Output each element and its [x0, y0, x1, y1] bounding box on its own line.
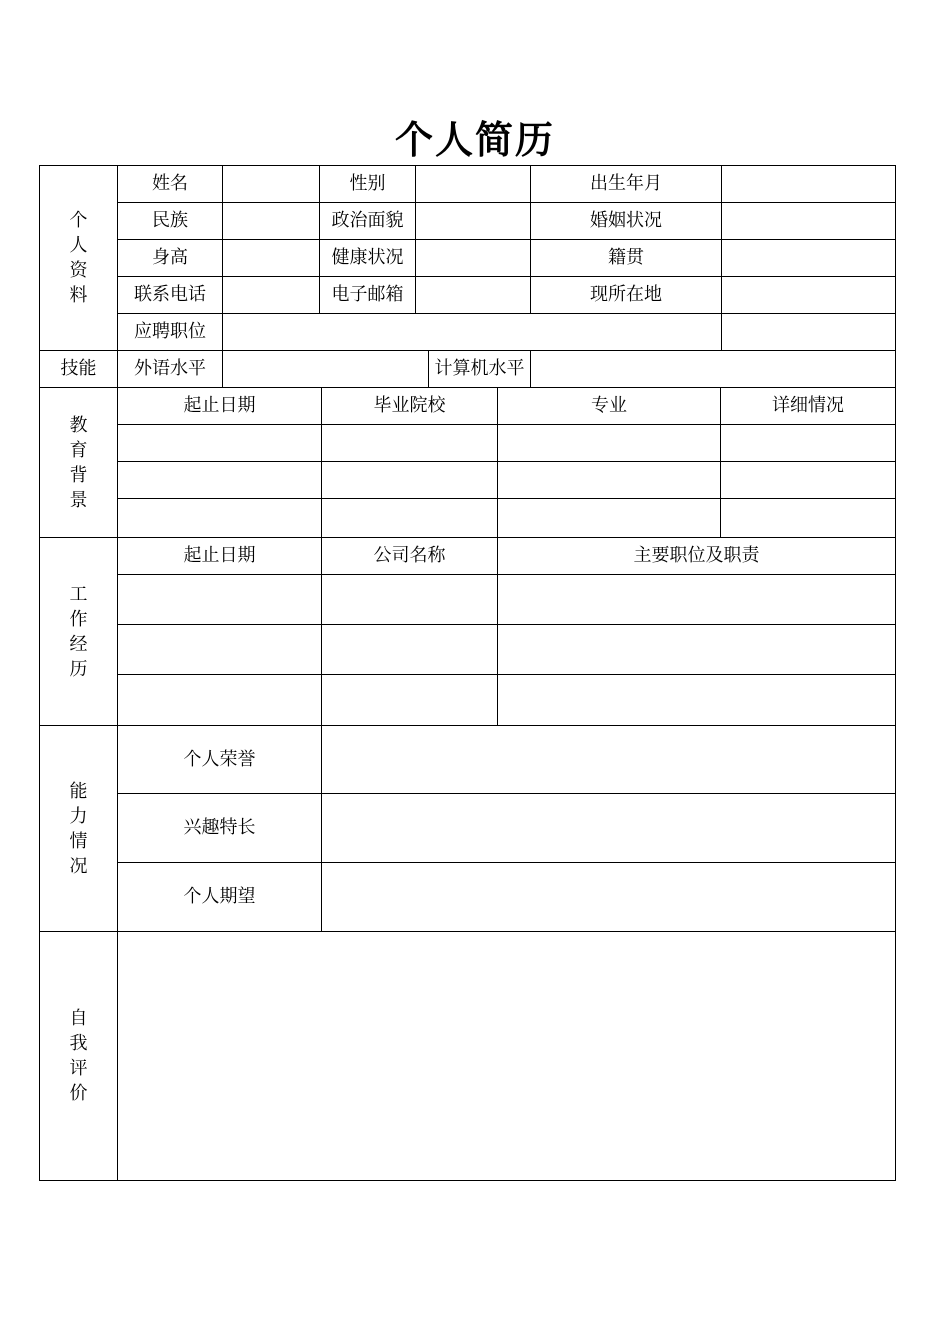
birth-value[interactable] [722, 166, 896, 203]
birth-label: 出生年月 [531, 166, 722, 203]
work-cell[interactable] [322, 575, 498, 625]
personal-section-label: 个 人 资 料 [40, 166, 118, 351]
gender-value[interactable] [416, 166, 531, 203]
language-label: 外语水平 [118, 351, 223, 388]
email-value[interactable] [416, 277, 531, 314]
gender-label: 性别 [320, 166, 416, 203]
political-label: 政治面貌 [320, 203, 416, 240]
education-cell[interactable] [118, 499, 322, 538]
education-row [40, 499, 896, 538]
honors-label: 个人荣誉 [118, 726, 322, 794]
education-cell[interactable] [118, 425, 322, 462]
evaluation-value[interactable] [118, 932, 896, 1181]
work-cell[interactable] [118, 675, 322, 726]
education-header-school: 毕业院校 [322, 388, 498, 425]
education-cell[interactable] [118, 462, 322, 499]
education-header-major: 专业 [498, 388, 721, 425]
name-value[interactable] [223, 166, 320, 203]
phone-value[interactable] [223, 277, 320, 314]
height-label: 身高 [118, 240, 223, 277]
work-cell[interactable] [498, 625, 896, 675]
education-cell[interactable] [498, 499, 721, 538]
computer-label: 计算机水平 [429, 351, 531, 388]
ability-section-label: 能 力 情 况 [40, 726, 118, 932]
work-cell[interactable] [498, 675, 896, 726]
phone-label: 联系电话 [118, 277, 223, 314]
height-value[interactable] [223, 240, 320, 277]
evaluation-section-label: 自 我 评 价 [40, 932, 118, 1181]
ethnicity-value[interactable] [223, 203, 320, 240]
work-row [40, 625, 896, 675]
education-cell[interactable] [498, 462, 721, 499]
work-header-duties: 主要职位及职责 [498, 538, 896, 575]
hometown-value[interactable] [722, 240, 896, 277]
name-label: 姓名 [118, 166, 223, 203]
education-row [40, 462, 896, 499]
honors-value[interactable] [322, 726, 896, 794]
location-value[interactable] [722, 277, 896, 314]
language-value[interactable] [223, 351, 429, 388]
education-header-details: 详细情况 [721, 388, 896, 425]
work-header-company: 公司名称 [322, 538, 498, 575]
education-row [40, 425, 896, 462]
work-cell[interactable] [498, 575, 896, 625]
work-cell[interactable] [322, 675, 498, 726]
expectations-value[interactable] [322, 863, 896, 932]
ethnicity-label: 民族 [118, 203, 223, 240]
education-cell[interactable] [322, 425, 498, 462]
interests-label: 兴趣特长 [118, 794, 322, 863]
work-cell[interactable] [118, 575, 322, 625]
work-cell[interactable] [322, 625, 498, 675]
position-value[interactable] [223, 314, 722, 351]
work-row [40, 675, 896, 726]
position-label: 应聘职位 [118, 314, 223, 351]
education-cell[interactable] [498, 425, 721, 462]
work-section-label: 工 作 经 历 [40, 538, 118, 726]
computer-value[interactable] [531, 351, 896, 388]
hometown-label: 籍贯 [531, 240, 722, 277]
education-cell[interactable] [322, 499, 498, 538]
education-section-label: 教 育 背 景 [40, 388, 118, 538]
personal-info-table [39, 165, 896, 388]
page-title: 个人简历 [394, 117, 555, 162]
education-cell[interactable] [721, 425, 896, 462]
interests-value[interactable] [322, 794, 896, 863]
education-cell[interactable] [721, 462, 896, 499]
expectations-label: 个人期望 [118, 863, 322, 932]
health-label: 健康状况 [320, 240, 416, 277]
work-cell[interactable] [118, 625, 322, 675]
skills-section-label: 技能 [40, 351, 118, 388]
education-header-dates: 起止日期 [118, 388, 322, 425]
education-cell[interactable] [721, 499, 896, 538]
location-label: 现所在地 [531, 277, 722, 314]
work-row [40, 575, 896, 625]
political-value[interactable] [416, 203, 531, 240]
education-cell[interactable] [322, 462, 498, 499]
email-label: 电子邮箱 [320, 277, 416, 314]
health-value[interactable] [416, 240, 531, 277]
work-header-dates: 起止日期 [118, 538, 322, 575]
marital-label: 婚姻状况 [531, 203, 722, 240]
marital-value[interactable] [722, 203, 896, 240]
history-table [39, 387, 896, 1181]
